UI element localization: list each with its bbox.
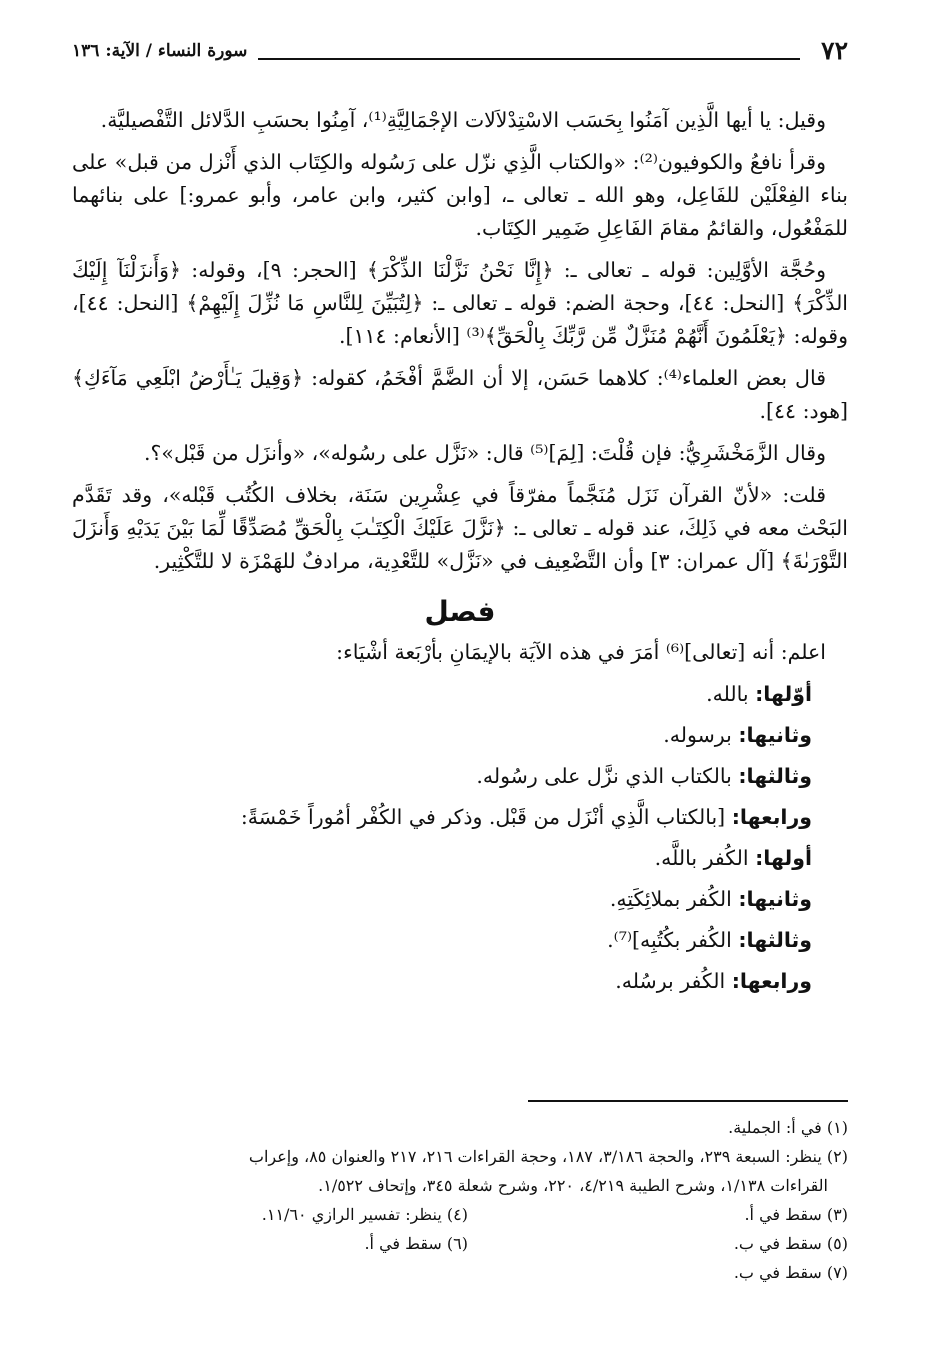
item-text: [بالكتاب الَّذِي أنْزَل من قَبْل. وذكر في الكُفْر أمُوراً خَمْسَةً: <box>240 805 726 829</box>
faith-item <box>72 678 812 711</box>
item-label: ورابعها: <box>731 969 812 993</box>
paragraph: قال بعض العلماء⁽⁴⁾: كلاهما حَسَن، إلا أن الضَّمَّ أفْخَمُ، كقوله: ﴿وَقِيلَ يَـٰأَرْضُ ابْلَعِي مَآءَكِ﴾ [هود: ٤٤]. <box>72 366 848 423</box>
footnote-row <box>72 1200 848 1229</box>
faith-item <box>72 760 812 793</box>
item-text: بالكتاب الذي نزَّل على رسُوله. <box>476 764 732 788</box>
item-text: الكُفر باللَّه. <box>654 846 749 870</box>
item-label: أوّلها: <box>755 682 812 706</box>
footnote: (٢) ينظر: السبعة ٢٣٩، والحجة ٣/١٨٦، ١٨٧، وحجة القراءات ٢١٦، ٢١٧ والعنوان ٨٥، وإعراب <box>248 1147 848 1166</box>
footnote: (٦) سقط في أ. <box>364 1234 468 1253</box>
footnote: (١) في أ: الجملية. <box>728 1118 848 1137</box>
item-text: برسوله. <box>663 723 732 747</box>
page-number: ٧٢ <box>821 36 848 65</box>
paragraph: وقيل: يا أيها الَّذِين آمَنُوا بِحَسَب الاسْتِدْلاَلات الإجْمَالِيَّةِ⁽¹⁾، آمِنُوا بحسَبِ الدَّلائل التَّفْصيليَّة. <box>100 108 826 132</box>
paragraph: وقرأ نافعُ والكوفيون⁽²⁾: «والكتاب الَّذِي نزّل على رَسُوله والكِتَاب الذي أَنْزل من قبل» على بناء الفِعْلَيْن للفَاعِل، وهو الله ـ تعالى ـ، [وابن كثير، وابن عامر، وأبو عمرو:] على بنائهما للمَفْعُول، والقائمُ مقامَ الفَاعِلِ ضَمِير الكِتَاب. <box>72 150 848 240</box>
running-header <box>72 34 848 70</box>
footnote-continuation: القراءات ١/١٣٨، وشرح الطيبة ٤/٢١٩، ٢٢٠، وشرح شعلة ٣٤٥، وإتحاف ١/٥٢٢. <box>318 1176 828 1195</box>
footnote-row <box>72 1229 848 1258</box>
kufr-item <box>72 883 812 916</box>
item-label: وثالثها: <box>738 928 812 952</box>
header-rule <box>258 58 800 60</box>
paragraph: قلت: «لأنّ القرآن نَزَل مُنَجَّماً مفرّقاً في عِشْرِين سَنَة، بخلاف الكُتُب قَبْله»، وقد تَقَدَّم البَحْث معه في ذَلِكَ، عند قوله ـ تعالى ـ: ﴿نَزَّلَ عَلَيْكَ الْكِتَـٰبَ بِالْحَقِّ مُصَدِّقًا لِّمَا بَيْنَ يَدَيْهِ وَأَنزَلَ التَّوْرَىٰةَ﴾ [آل عمران: ٣] وأن التَّضْعِيف في «نَزَّل» للتَّعْدِية، مرادفٌ للهَمْزَة لا للتَّكْثِير. <box>72 483 848 573</box>
item-label: وثانيها: <box>738 887 812 911</box>
footnote: (٣) سقط في أ. <box>744 1205 848 1224</box>
paragraph: وقال الزَّمَخْشَرِيُّ: فإن قُلْتَ: [لِمَ]⁽⁵⁾ قال: «نَزَّل على رسُوله»، «وأنزَل من قَبْل»؟. <box>144 441 826 465</box>
item-text: الكُفر بملائِكَتِهِ. <box>609 887 732 911</box>
item-label: وثالثها: <box>738 764 812 788</box>
footnote-separator <box>528 1100 848 1102</box>
item-text: الكُفر بكُتُبِه]⁽⁷⁾. <box>607 928 732 952</box>
item-text: بالله. <box>706 682 749 706</box>
sura-reference: سورة النساء / الآية: ١٣٦ <box>72 41 248 61</box>
item-label: أولها: <box>755 846 812 870</box>
item-label: وثانيها: <box>738 723 812 747</box>
kufr-item <box>72 842 812 875</box>
footnote: (٤) ينظر: تفسير الرازي ١١/٦٠. <box>261 1205 468 1224</box>
section-intro: اعلم: أنه [تعالى]⁽⁶⁾ أمَرَ في هذه الآيَة بالإيمَانِ بأرْبَعة أشْيَاء: <box>336 640 826 664</box>
kufr-item <box>72 965 812 998</box>
item-label: ورابعها: <box>731 805 812 829</box>
paragraph: وحُجَّة الأوَّلِين: قوله ـ تعالى ـ: ﴿إِنَّا نَحْنُ نَزَّلْنَا الذِّكْرَ﴾ [الحجر: ٩]، وقوله: ﴿وَأَنزَلْنَآ إِلَيْكَ الذِّكْرَ﴾ [النحل: ٤٤]، وحجة الضم: قوله ـ تعالى ـ: ﴿لِتُبَيِّنَ لِلنَّاسِ مَا نُزِّلَ إِلَيْهِمْ﴾ [النحل: ٤٤]، وقوله: ﴿يَعْلَمُونَ أَنَّهُمْ مُنَزَّلٌ مِّن رَّبِّكَ بِالْحَقِّ﴾⁽³⁾ [الأنعام: ١١٤]. <box>72 258 849 348</box>
footnote: (٥) سقط في ب. <box>733 1234 848 1253</box>
footnotes <box>72 1113 848 1287</box>
kufr-item <box>72 924 812 957</box>
main-text <box>72 104 848 1006</box>
faith-item <box>72 719 812 752</box>
footnote: (٧) سقط في ب. <box>733 1263 848 1282</box>
item-text: الكُفر برسُله. <box>615 969 726 993</box>
section-heading: فصل <box>424 595 496 628</box>
faith-item <box>72 801 812 834</box>
